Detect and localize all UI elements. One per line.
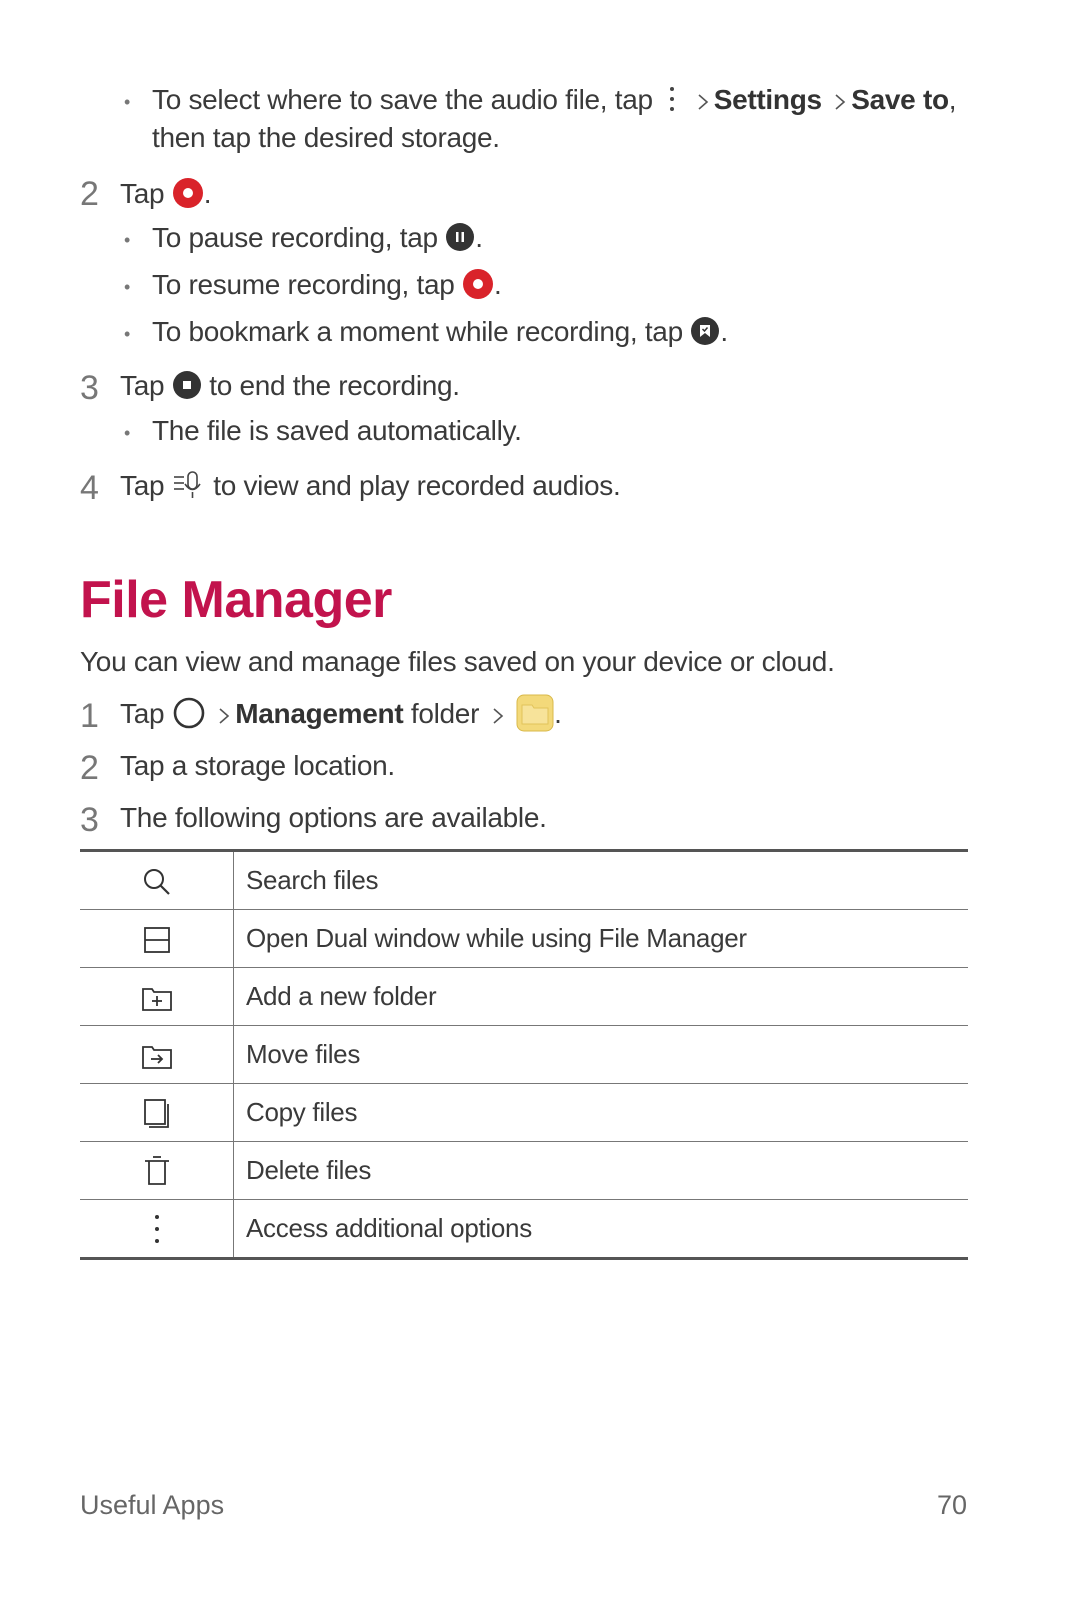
bullet-save-continued: then tap the desired storage. xyxy=(152,122,500,153)
step-text: Tap xyxy=(120,178,165,209)
bullet-pause: To pause recording, tap . xyxy=(152,222,483,253)
file-manager-app-icon xyxy=(516,694,554,732)
table-row xyxy=(80,968,968,1026)
chevron-right-icon xyxy=(213,701,235,725)
table-row xyxy=(80,851,968,910)
step-number: 2 xyxy=(80,749,99,787)
chevron-right-icon xyxy=(829,87,851,111)
stop-icon xyxy=(172,370,202,400)
step-text: Tap xyxy=(120,370,165,401)
home-circle-icon xyxy=(172,696,206,730)
footer-section-name: Useful Apps xyxy=(80,1490,225,1520)
bullet-dot: • xyxy=(124,423,131,443)
footer-page-number: 70 xyxy=(936,1490,967,1520)
step-number: 3 xyxy=(80,801,99,839)
step-text: Tap xyxy=(120,698,165,729)
step-text: to end the recording. xyxy=(209,370,460,401)
table-row xyxy=(80,1084,968,1142)
step-number: 2 xyxy=(80,175,99,213)
record-icon xyxy=(462,268,494,300)
bullet-saved: The file is saved automatically. xyxy=(152,415,522,446)
delete-icon xyxy=(142,1155,172,1187)
bullet-dot: • xyxy=(124,277,131,297)
section-description: You can view and manage files saved on your device or cloud. xyxy=(80,646,835,677)
section-title: File Manager xyxy=(80,571,392,629)
more-options-icon xyxy=(660,84,684,114)
table-icon-cell xyxy=(80,1200,234,1259)
step-2-record: Tap . xyxy=(120,178,212,209)
table-icon-cell xyxy=(80,1084,234,1142)
more-options-icon xyxy=(145,1212,169,1246)
step-3-stop xyxy=(120,368,460,404)
bullet-dot: • xyxy=(124,230,131,250)
table-cell-label: Open Dual window while using File Manager xyxy=(234,910,969,968)
table-cell-label: Copy files xyxy=(234,1084,969,1142)
table-row xyxy=(80,1142,968,1200)
bullet-text: To pause recording, tap xyxy=(152,222,438,253)
table-icon-cell xyxy=(80,968,234,1026)
move-icon xyxy=(140,1041,174,1071)
dual-window-icon xyxy=(142,925,172,955)
bullet-bookmark: To bookmark a moment while recording, tap . xyxy=(152,316,728,347)
recordings-list-icon xyxy=(172,469,206,501)
table-icon-cell xyxy=(80,1026,234,1084)
bullet-save-text: To select where to save the audio file, tap xyxy=(152,84,653,115)
bookmark-icon xyxy=(690,316,720,346)
options-table xyxy=(80,849,968,1260)
pause-icon xyxy=(445,222,475,252)
step-text: Tap xyxy=(120,470,165,501)
step-number: 3 xyxy=(80,369,99,407)
management-folder-label: Management xyxy=(235,698,404,729)
new-folder-icon xyxy=(140,983,174,1013)
bullet-text: To resume recording, tap xyxy=(152,269,455,300)
save-to-label: Save to xyxy=(851,84,949,115)
copy-icon xyxy=(141,1097,173,1129)
bullet-dot: • xyxy=(124,92,131,112)
record-icon xyxy=(172,177,204,209)
chevron-right-icon xyxy=(487,701,509,725)
table-cell-label: Access additional options xyxy=(234,1200,969,1259)
fm-step-3: The following options are available. xyxy=(120,802,547,833)
table-cell-label: Delete files xyxy=(234,1142,969,1200)
table-icon-cell xyxy=(80,851,234,910)
step-4-list xyxy=(120,468,620,504)
table-row xyxy=(80,1200,968,1259)
settings-label: Settings xyxy=(713,84,822,115)
bullet-resume: To resume recording, tap . xyxy=(152,269,502,300)
bullet-dot: • xyxy=(124,324,131,344)
table-cell-label: Move files xyxy=(234,1026,969,1084)
fm-step-2: Tap a storage location. xyxy=(120,750,395,781)
chevron-right-icon xyxy=(692,87,714,111)
bullet-text: To bookmark a moment while recording, tap xyxy=(152,316,683,347)
table-cell-label: Search files xyxy=(246,865,379,895)
table-row xyxy=(80,1026,968,1084)
step-number: 4 xyxy=(80,469,99,507)
search-icon xyxy=(142,867,172,897)
step-text: folder xyxy=(410,698,480,729)
bullet-save-location: To select where to save the audio file, tap Settings Save to, xyxy=(152,84,957,115)
table-icon-cell xyxy=(80,910,234,968)
step-number: 1 xyxy=(80,697,99,735)
step-text: to view and play recorded audios. xyxy=(213,470,621,501)
table-row xyxy=(80,910,968,968)
table-icon-cell xyxy=(80,1142,234,1200)
fm-step-1: Tap Management folder . xyxy=(120,696,562,735)
table-cell-label: Add a new folder xyxy=(234,968,969,1026)
